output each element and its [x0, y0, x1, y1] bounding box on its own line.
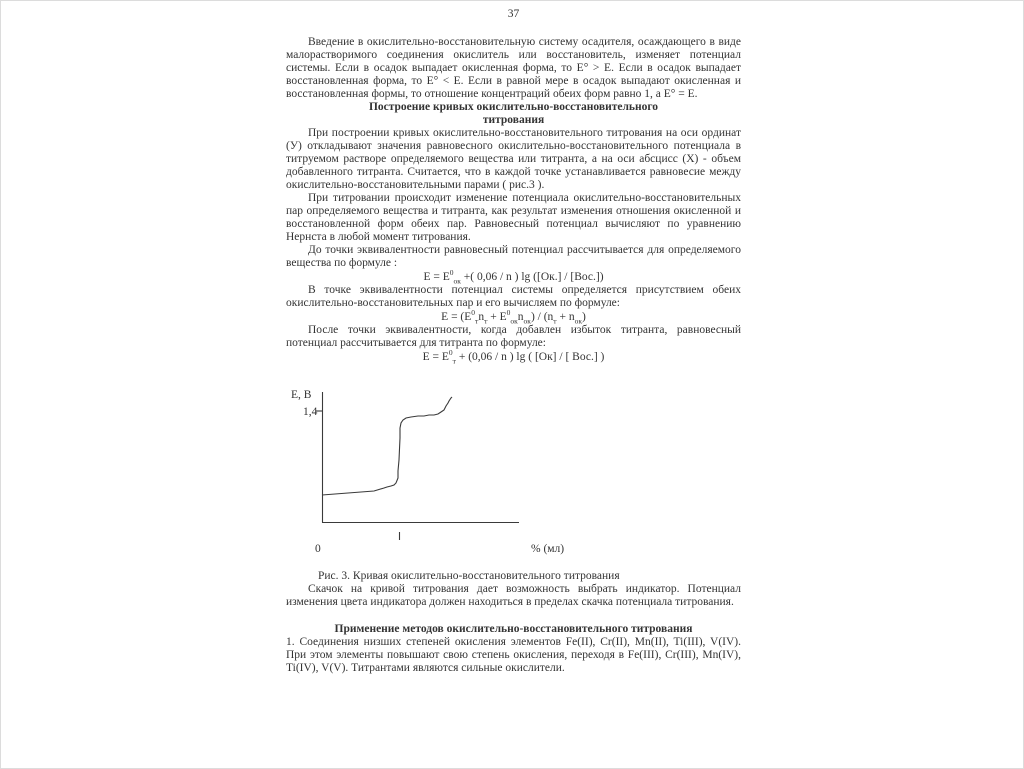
x-axis-label: % (мл): [531, 543, 565, 555]
paragraph-before-equivalence: До точки эквивалентности равновесный потенциал рассчитывается для определяемого вещества по формуле :: [286, 244, 741, 269]
figure-caption: Рис. 3. Кривая окислительно-восстановительного титрования: [318, 570, 620, 582]
x-origin-label: 0: [315, 543, 321, 555]
formula-after-equivalence: $E = E^0_т + (0,06 / n$ ) lg ( [Ок] / [ Вос.] ): [422, 348, 605, 366]
paragraph-indicator-choice: Скачок на кривой титрования дает возможность выбрать индикатор. Потенциал изменения цвета индикатора должен находиться в пределах скачка потенциала титрования.: [286, 583, 741, 608]
page-number: 37: [507, 8, 520, 20]
formula-at-equivalence: $E = (E^0_тn_т + E^0_{ок}n_{ок}) / (n_т + n_{ок})$: [441, 308, 586, 326]
section-heading-curve-construction-line2: титрования: [482, 114, 545, 126]
paragraph-curve-axes: При построении кривых окислительно-восстановительного титрования на оси ординат (У) откладывают значения равновесного окислительно-восстановительного потенциала в титруемом растворе определяемого вещества или титранта, а на оси абсцисс (Х) - объем добавленного титранта. Считается, что в каждой точке устанавливается равновесие между окислительно-восстановительными парами ( рис.3 ).: [286, 127, 741, 191]
paragraph-after-equivalence: После точки эквивалентности, когда добавлен избыток титранта, равновесный потенциал рассчитывается для титранта по формуле:: [286, 324, 741, 349]
titration-curve-figure: [286, 386, 741, 566]
formula-before-equivalence: $E = E^0_{ок}$ +( 0,06 / n ) lg ([Ок.] / [Вос.]): [423, 268, 604, 286]
paragraph-precipitation-intro: Введение в окислительно-восстановительную систему осадителя, осаждающего в виде малорастворимого соединения окислитель или восстановитель, изменяет потенциал системы. Если в осадок выпадает окисленная форма, то E° > E. Если в осадок выпадает восстановленная форма, то E° < E. Если в равной мере в осадок выпадают окисленная и восстановленная формы, то отношение концентраций обеих форм равно 1, а E° = E.: [286, 36, 741, 100]
y-tick-label: 1,4: [303, 406, 318, 418]
paragraph-at-equivalence: В точке эквивалентности потенциал системы определяется присутствием обеих окислительно-восстановительных пар и его вычисляем по формуле:: [286, 284, 741, 309]
section-heading-curve-construction-line1: Построение кривых окислительно-восстановительного: [368, 101, 659, 113]
section-heading-application: Применение методов окислительно-восстановительного титрования: [334, 623, 693, 635]
paragraph-potential-change: При титровании происходит изменение потенциала окислительно-восстановительных пар определяемого вещества и титранта, как результат изменения отношения окисленной и восстановленной форм обеих пар. Равновесный потенциал вычисляют по уравнению Нернста в любой момент титрования.: [286, 192, 741, 243]
titration-curve-line: [322, 397, 452, 495]
y-axis-label: E, В: [291, 389, 312, 401]
titration-curve-plot: [286, 386, 741, 562]
text-block: [286, 8, 741, 675]
paragraph-application-list: 1. Соединения низших степеней окисления элементов Fe(II), Cr(II), Mn(II), Ti(III), V(IV). При этом элементы повышают свою степень окисления, переходя в Fe(III), Cr(III), Mn(IV), Ti(IV), V(V). Титрантами являются сильные окислители.: [286, 636, 741, 674]
